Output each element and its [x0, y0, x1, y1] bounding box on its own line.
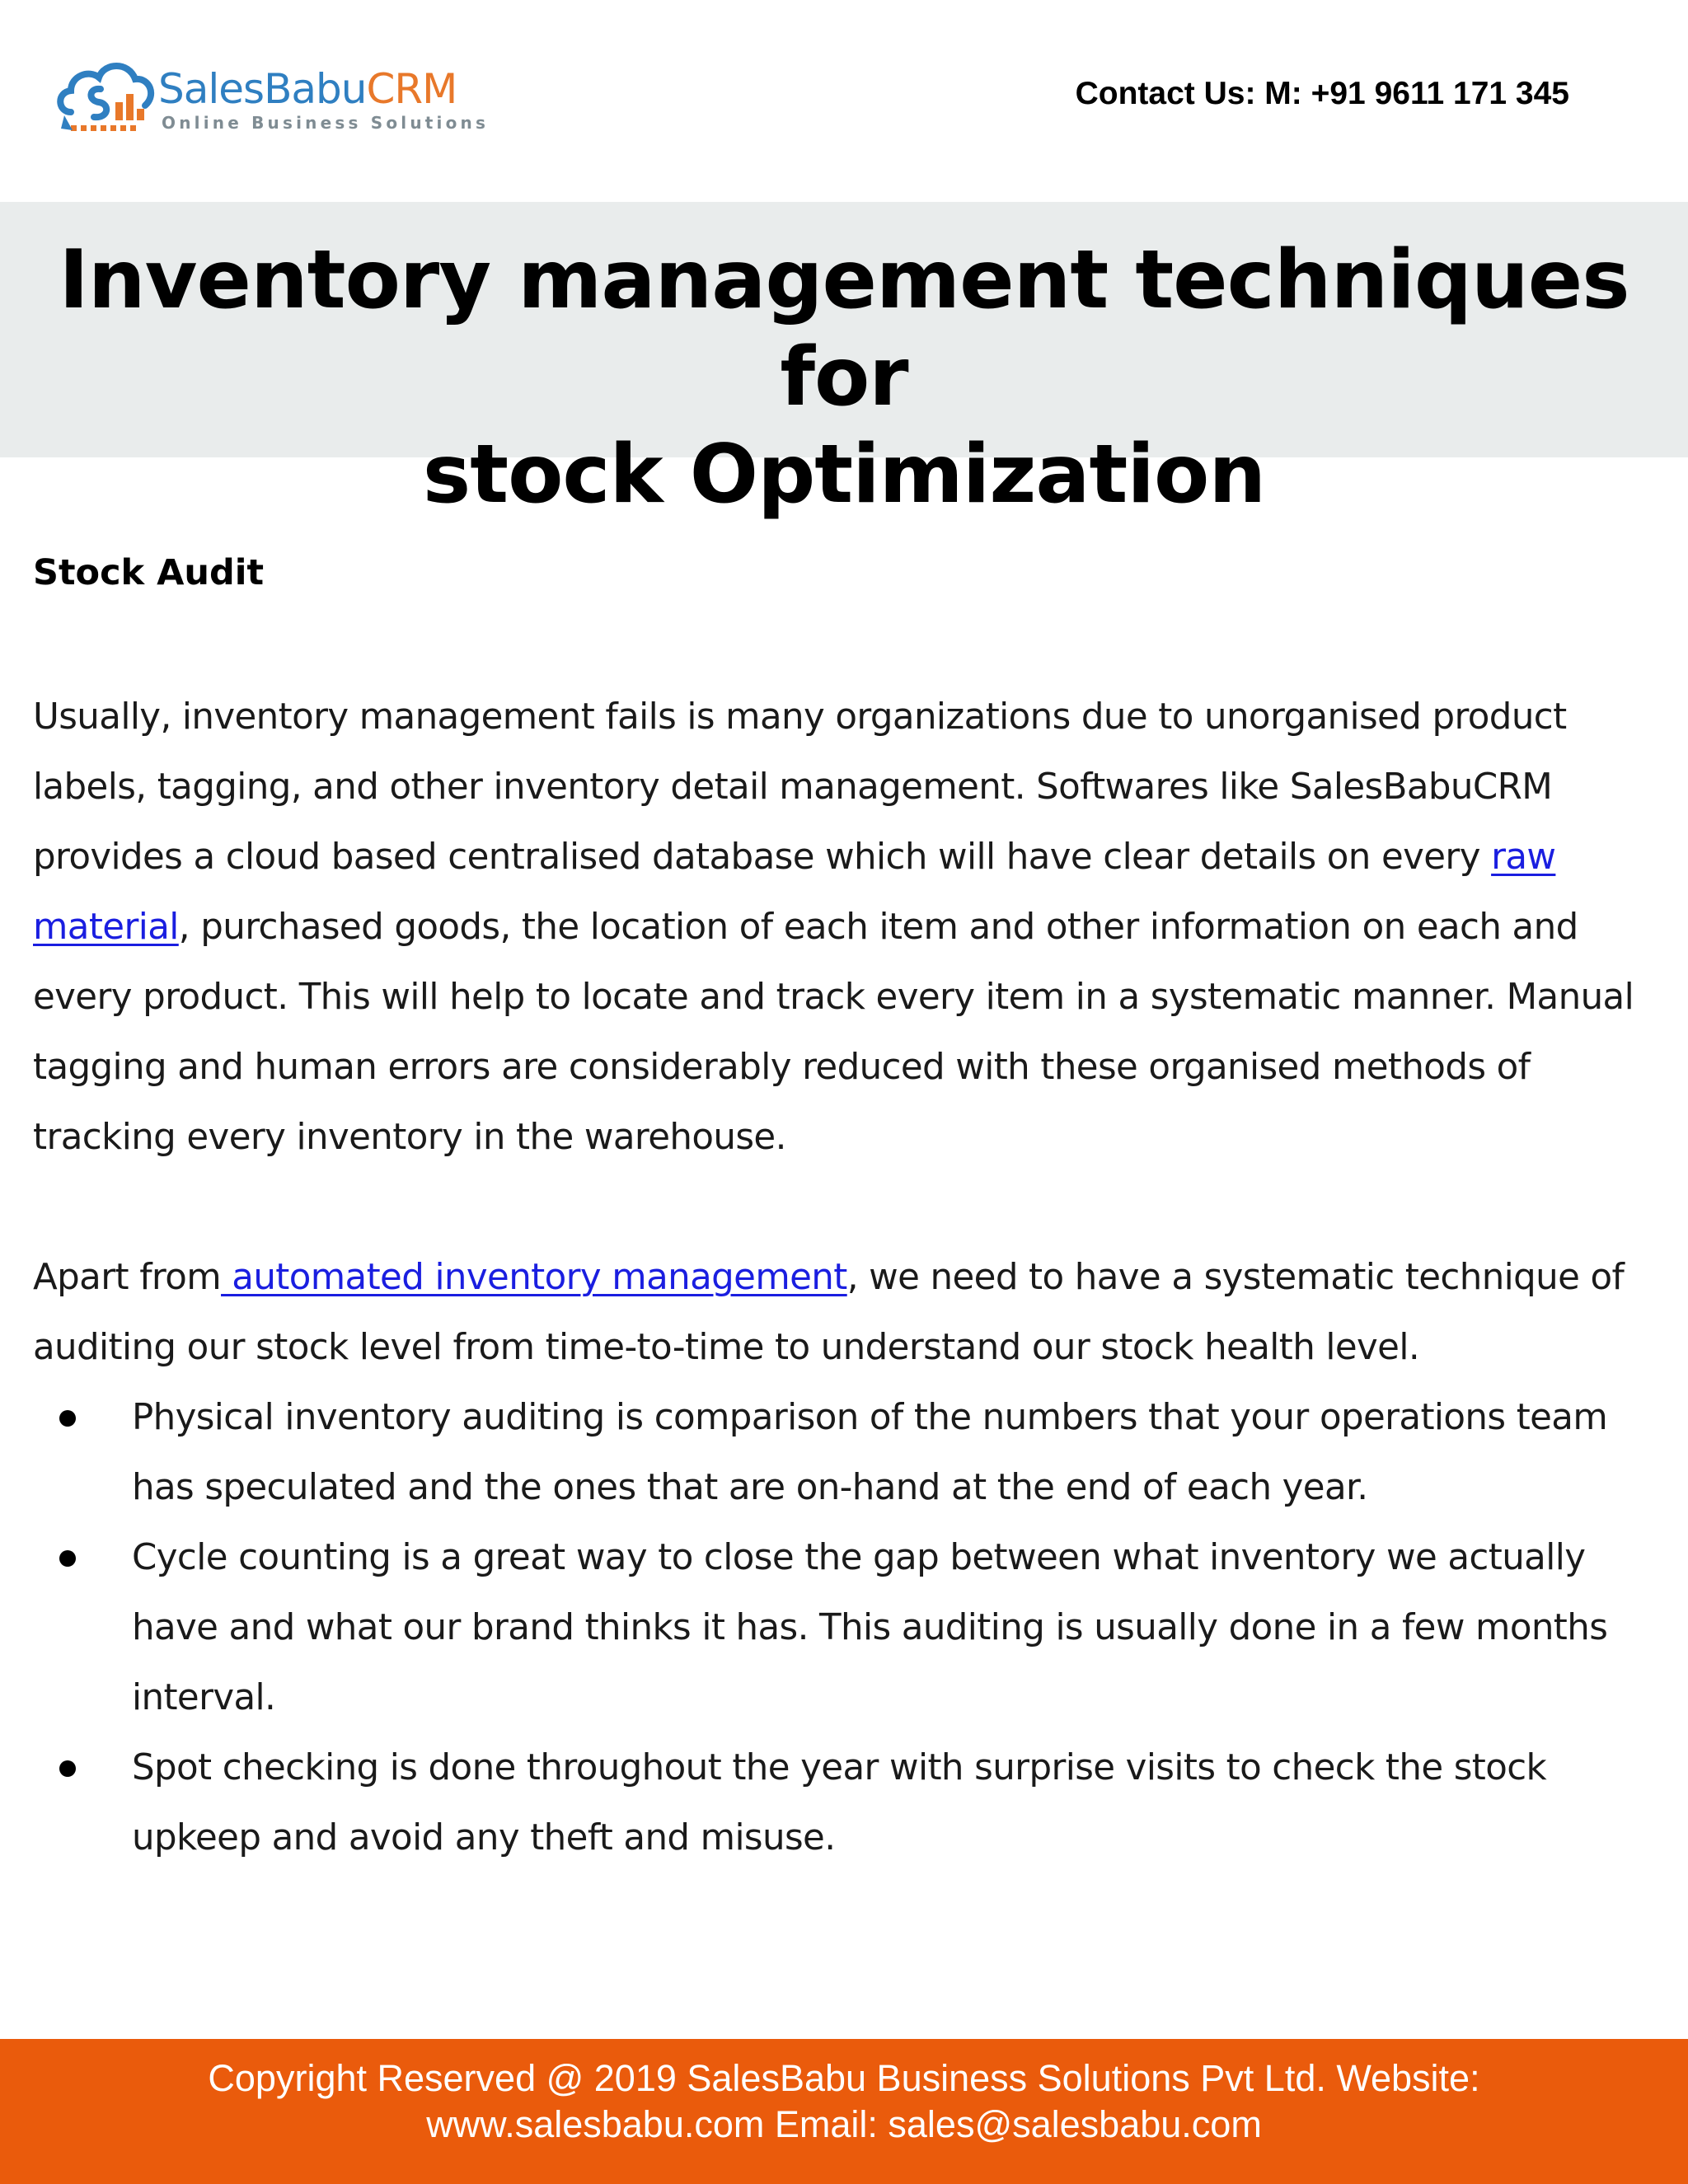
audit-methods-list [33, 1383, 1661, 1873]
list-item-text: Spot checking is done throughout the year with surprise visits to check the stock upkeep and avoid any theft and misuse. [132, 1747, 1547, 1858]
bullet-icon [59, 1760, 76, 1777]
salesbabu-logo[interactable] [53, 54, 490, 137]
contact-phone: Contact Us: M: +91 9611 171 345 [1075, 76, 1569, 111]
list-item-text: Physical inventory auditing is comparison of the numbers that your operations team has speculated and the ones that are on-hand at the end of each year. [132, 1397, 1608, 1508]
bullet-icon [59, 1410, 76, 1427]
paragraph-automated-inventory [33, 1243, 1661, 1383]
logo-wordmark [158, 64, 457, 114]
paragraph-1-text-after: , purchased goods, the location of each item and other information on each and every product. This will help to locate and track every item in a systematic manner. Manual tagging and human errors are considerably reduced with these organised methods of tracking every inventory in the warehouse. [33, 907, 1634, 1158]
raw-material-link[interactable]: raw material [33, 837, 1556, 948]
page-title-line-2: stock Optimization [422, 428, 1266, 522]
article-body [33, 544, 1661, 1873]
section-heading: Stock Audit [33, 552, 265, 593]
paragraph-stock-audit [33, 682, 1661, 1173]
paragraph-2-text-after: , we need to have a systematic technique of auditing our stock level from time-to-time to understand our stock health level. [33, 1257, 1625, 1368]
logo-tagline: Online Business Solutions [162, 113, 490, 133]
title-band [0, 202, 1688, 522]
footer-line-1: Copyright Reserved @ 2019 SalesBabu Business Solutions Pvt Ltd. Website: [208, 2057, 1480, 2099]
bullet-icon [59, 1550, 76, 1567]
paragraph-2-text-before: Apart from [33, 1257, 222, 1298]
page-footer [0, 2039, 1688, 2184]
list-item [33, 1733, 1661, 1873]
paragraph-1-text-before: Usually, inventory management fails is many organizations due to unorganised product labels, tagging, and other inventory detail management. Softwares like SalesBabuCRM provides a cloud based centralised database which will have clear details on every [33, 696, 1567, 878]
footer-copyright [0, 2055, 1688, 2148]
list-item [33, 1383, 1661, 1523]
page-header [0, 0, 1688, 202]
automated-inventory-management-link[interactable]: automated inventory management [221, 1257, 847, 1298]
list-item-text: Cycle counting is a great way to close the gap between what inventory we actually have and what our brand thinks it has. This auditing is usually done in a few months interval. [132, 1537, 1608, 1718]
logo-brand-secondary: CRM [366, 65, 457, 113]
footer-line-2: www.salesbabu.com Email: sales@salesbabu.com [426, 2103, 1262, 2145]
logo-brand-primary: SalesBabu [158, 65, 367, 113]
page-title-line-1: Inventory management techniques for [59, 233, 1629, 424]
cloud-chart-logo-icon [53, 54, 162, 137]
list-item [33, 1523, 1661, 1733]
page-title [0, 232, 1688, 523]
